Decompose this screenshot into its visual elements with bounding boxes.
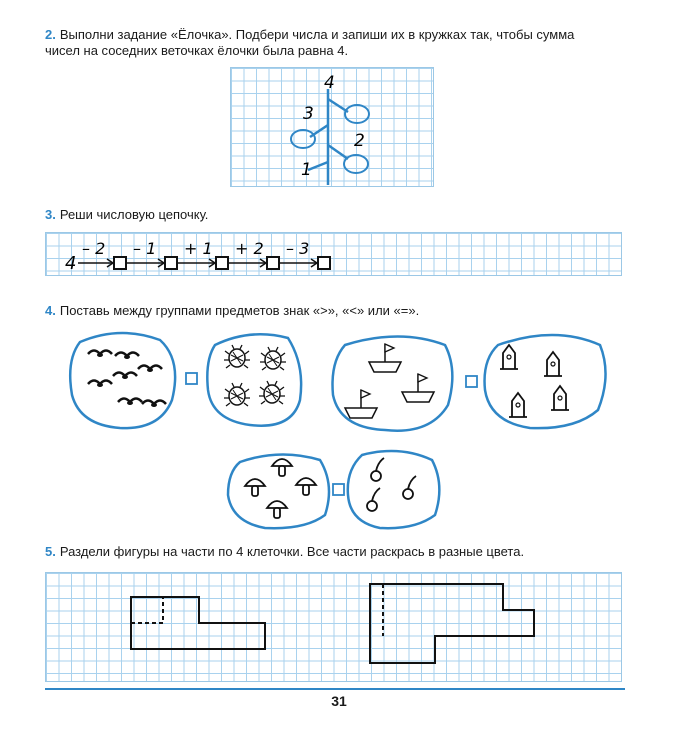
tree-number-3: 3 <box>303 104 314 124</box>
task-2-number: 2. <box>45 27 56 42</box>
task-5-number: 5. <box>45 544 56 559</box>
tree-number-2: 2 <box>354 131 365 151</box>
compare-box-1[interactable] <box>186 373 197 384</box>
chain-op-5: – 3 <box>286 239 310 258</box>
task-5-label: Раздели фигуры на части по 4 клеточки. Все части раскрась в разные цвета. <box>59 544 525 559</box>
group-birds <box>70 333 175 428</box>
figures-to-divide <box>45 572 620 680</box>
task-5-text <box>45 544 524 560</box>
task-4-number: 4. <box>45 303 56 318</box>
task-2-line1: Выполни задание «Ёлочка». Подбери числа и запиши их в кружках так, чтобы сумма <box>59 27 575 42</box>
task-4-label: Поставь между группами предметов знак «>», «<» или «=». <box>59 303 420 318</box>
group-houses <box>485 335 606 428</box>
tree-number-1: 1 <box>301 160 312 180</box>
group-beetles <box>207 334 301 425</box>
task-3-number: 3. <box>45 207 56 222</box>
page-number: 31 <box>331 693 347 709</box>
figure-left <box>131 597 265 649</box>
group-cherries <box>348 451 440 528</box>
compare-box-2[interactable] <box>466 376 477 387</box>
task-3-label: Реши числовую цепочку. <box>59 207 209 222</box>
figure-left-hint <box>131 597 163 623</box>
figure-right <box>370 584 534 663</box>
footer-rule <box>45 688 625 690</box>
chain-op-3: + 1 <box>184 239 213 258</box>
chain-op-2: – 1 <box>133 239 157 258</box>
chain-op-1: – 2 <box>82 239 106 258</box>
chain-start: 4 <box>65 253 77 274</box>
task-2-line2: чисел на соседних веточках ёлочки была равна 4. <box>45 43 349 58</box>
compare-box-3[interactable] <box>333 484 344 495</box>
tree-number-top: 4 <box>324 73 335 93</box>
chain-op-4: + 2 <box>235 239 264 258</box>
